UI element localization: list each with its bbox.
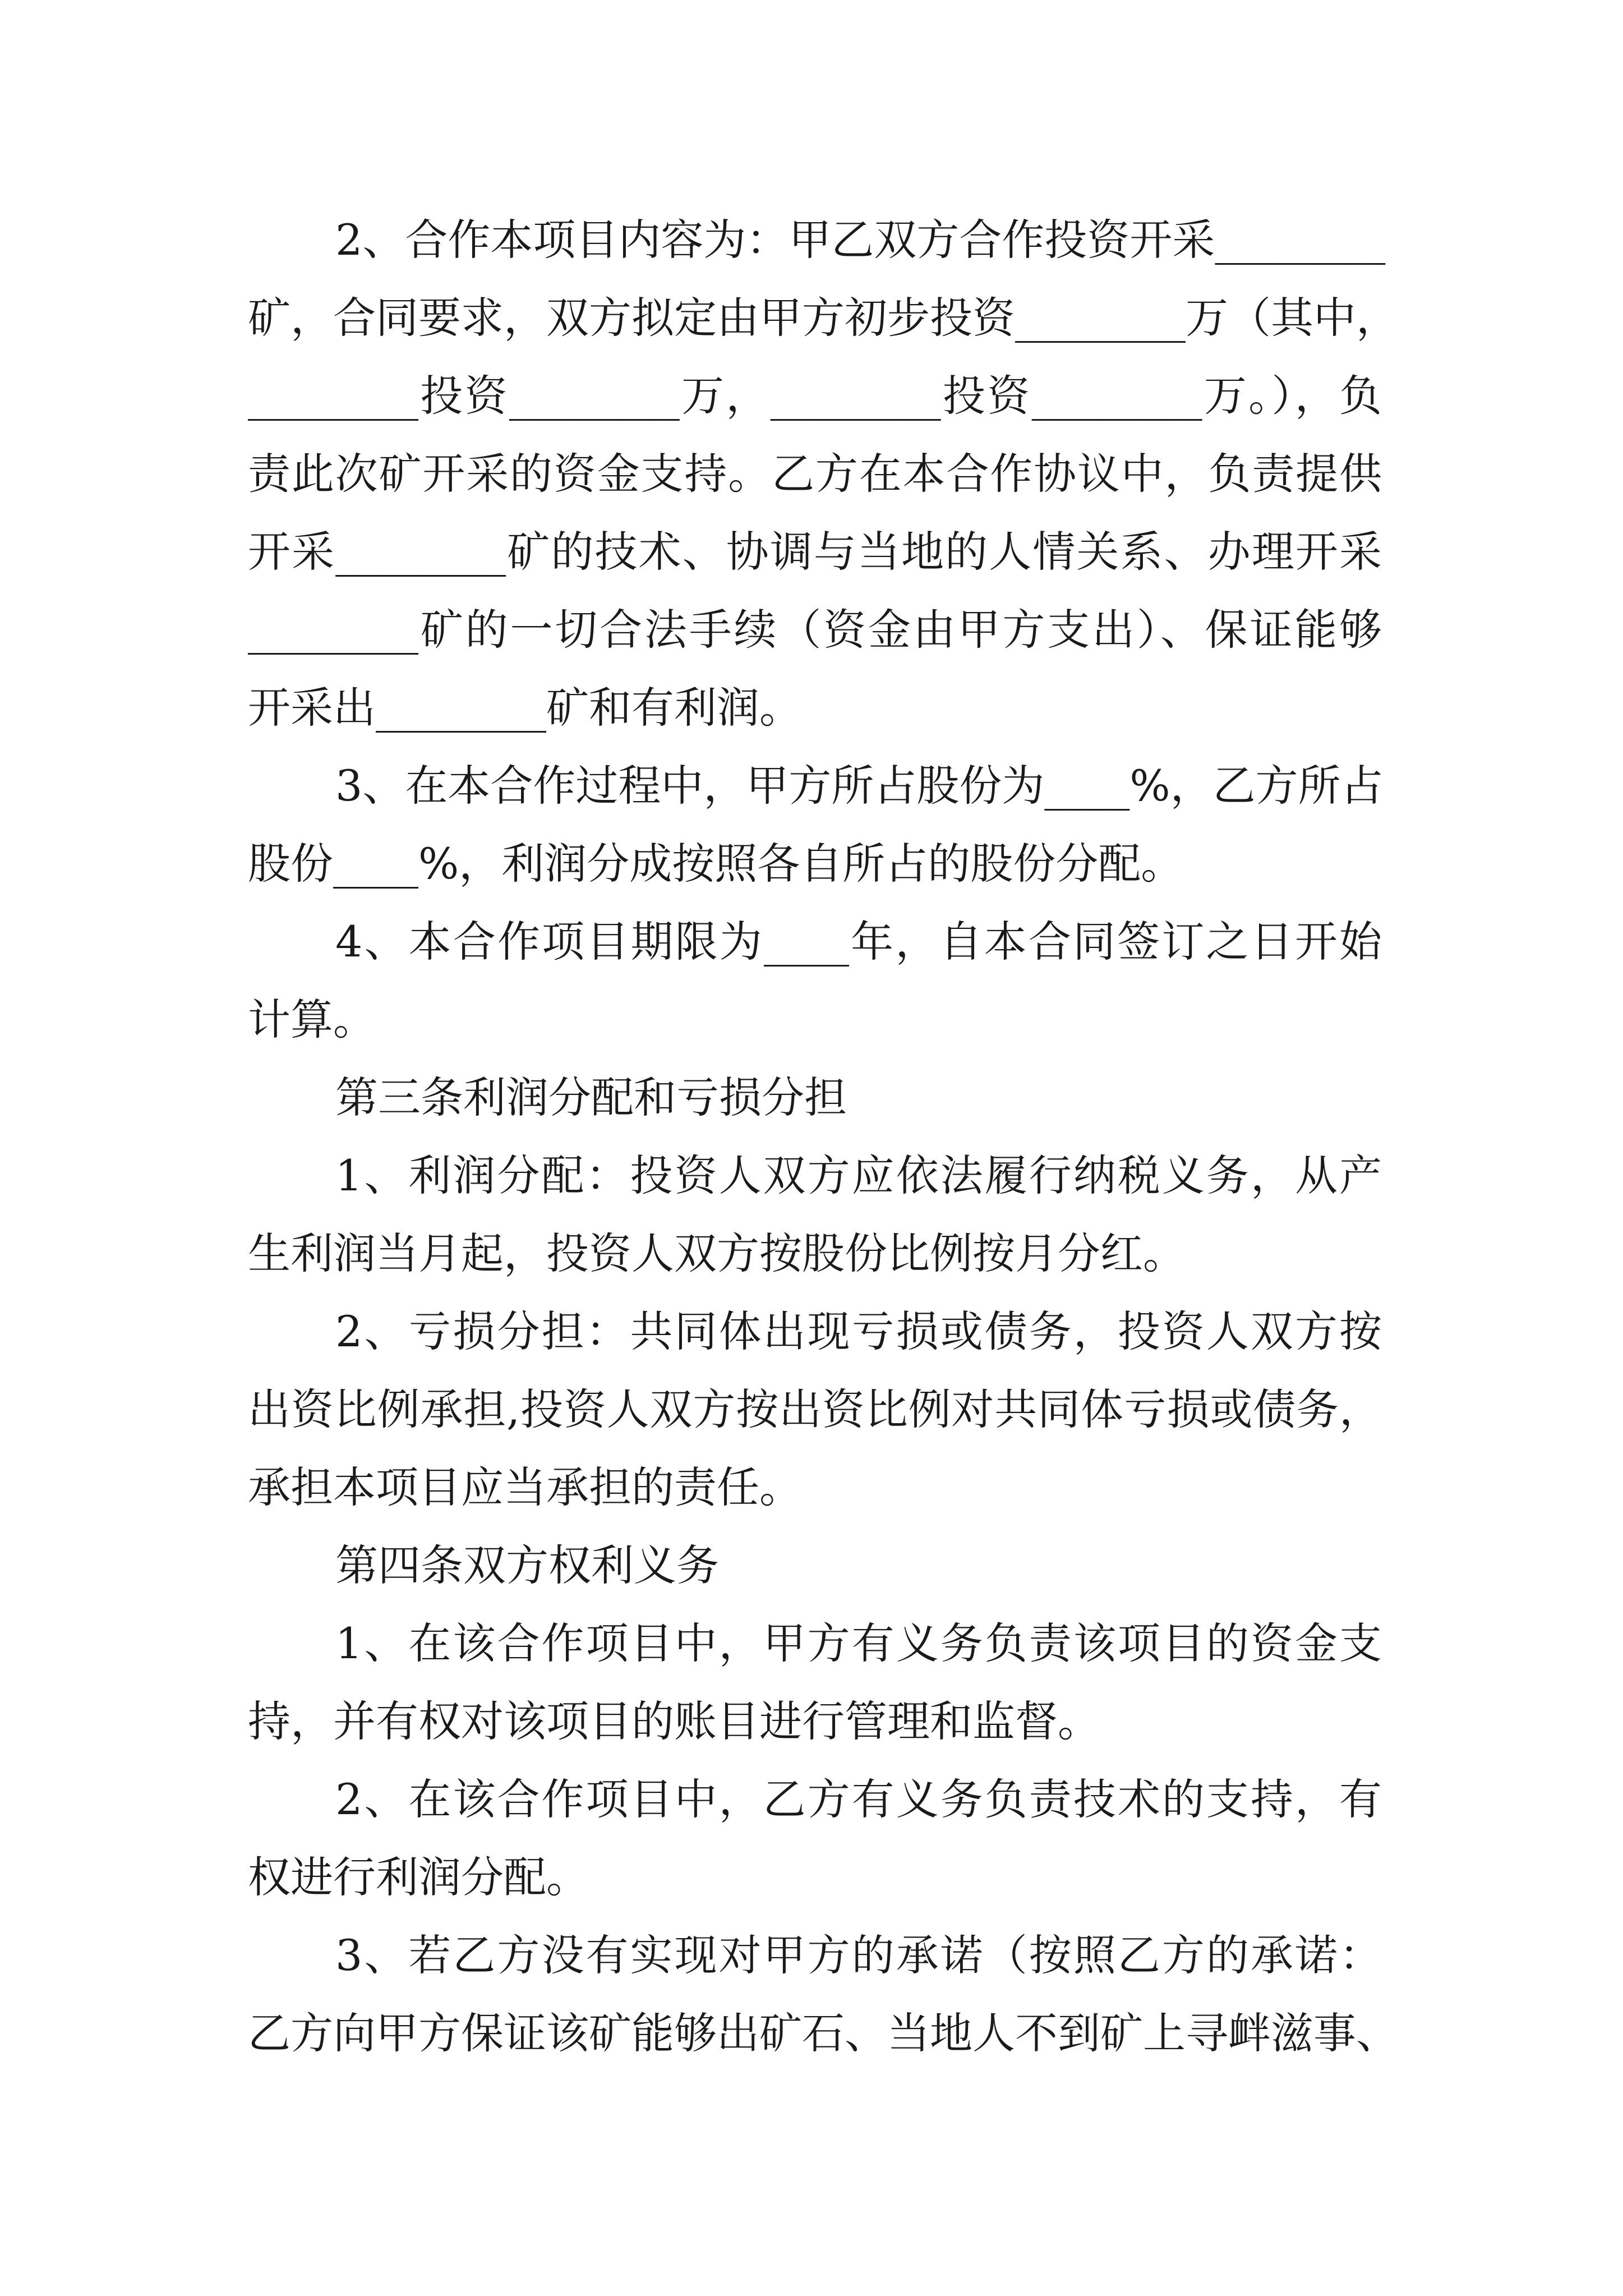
paragraph-first-line: 2、在该合作项目中，乙方有义务负责技术的支持，有 [335, 1774, 1382, 1824]
text-line [0, 1059, 1623, 1137]
text-line [0, 201, 1623, 279]
text-line [0, 825, 1623, 903]
paragraph-line: 责此次矿开采的资金支持。乙方在本合作协议中，负责提供 [248, 449, 1382, 499]
paragraph-line: 出资比例承担,投资人双方按出资比例对共同体亏损或债务， [248, 1384, 1382, 1434]
paragraph-first-line: 4、本合作项目期限为____年，自本合同签订之日开始 [335, 917, 1382, 967]
paragraph-last-line: 承担本项目应当承担的责任。 [248, 1462, 802, 1512]
text-line [0, 357, 1623, 435]
text-line [0, 1604, 1623, 1683]
text-line [0, 1137, 1623, 1215]
text-line [0, 1838, 1623, 1917]
article-heading: 第四条双方权利义务 [335, 1540, 719, 1590]
text-line [0, 1448, 1623, 1527]
paragraph-last-line: 持，并有权对该项目的账目进行管理和监督。 [248, 1696, 1100, 1746]
paragraph-first-line: 3、若乙方没有实现对甲方的承诺（按照乙方的承诺： [335, 1930, 1382, 1980]
paragraph-line: 乙方向甲方保证该矿能够出矿石、当地人不到矿上寻衅滋事、 [248, 2008, 1399, 2058]
paragraph-last-line: 股份____%，利润分成按照各自所占的股份分配。 [248, 839, 1184, 889]
text-line [0, 669, 1623, 747]
text-line [0, 747, 1623, 825]
paragraph-last-line: 计算。 [248, 995, 376, 1045]
text-line [0, 1292, 1623, 1371]
text-line [0, 1682, 1623, 1761]
text-line [0, 1916, 1623, 1995]
paragraph-line: ________矿的一切合法手续（资金由甲方支出）、保证能够 [248, 605, 1382, 655]
text-line [0, 435, 1623, 513]
paragraph-first-line: 2、合作本项目内容为：甲乙双方合作投资开采________ [335, 215, 1386, 265]
paragraph-last-line: 生利润当月起，投资人双方按股份比例按月分红。 [248, 1228, 1186, 1278]
paragraph-first-line: 1、在该合作项目中，甲方有义务负责该项目的资金支 [335, 1618, 1382, 1668]
text-line [0, 1526, 1623, 1605]
text-line [0, 591, 1623, 669]
paragraph-last-line: 权进行利润分配。 [248, 1852, 589, 1902]
paragraph-line: 开采________矿的技术、协调与当地的人情关系、办理开采 [248, 527, 1382, 577]
paragraph-last-line: 开采出________矿和有利润。 [248, 683, 802, 733]
text-line [0, 513, 1623, 591]
text-line [0, 279, 1623, 357]
text-line [0, 1994, 1623, 2073]
paragraph-first-line: 2、亏损分担：共同体出现亏损或债务，投资人双方按 [335, 1306, 1382, 1356]
text-line [0, 1760, 1623, 1839]
paragraph-first-line: 1、利润分配：投资人双方应依法履行纳税义务，从产 [335, 1151, 1382, 1200]
paragraph-first-line: 3、在本合作过程中，甲方所占股份为____%，乙方所占 [335, 761, 1384, 811]
paragraph-line: 矿，合同要求，双方拟定由甲方初步投资________万（其中， [248, 293, 1399, 343]
text-line [0, 1370, 1623, 1449]
paragraph-line: ________投资________万，________投资________万。），负 [248, 371, 1382, 421]
article-heading: 第三条利润分配和亏损分担 [335, 1073, 847, 1122]
text-line [0, 981, 1623, 1059]
text-line [0, 903, 1623, 981]
text-line [0, 1214, 1623, 1293]
